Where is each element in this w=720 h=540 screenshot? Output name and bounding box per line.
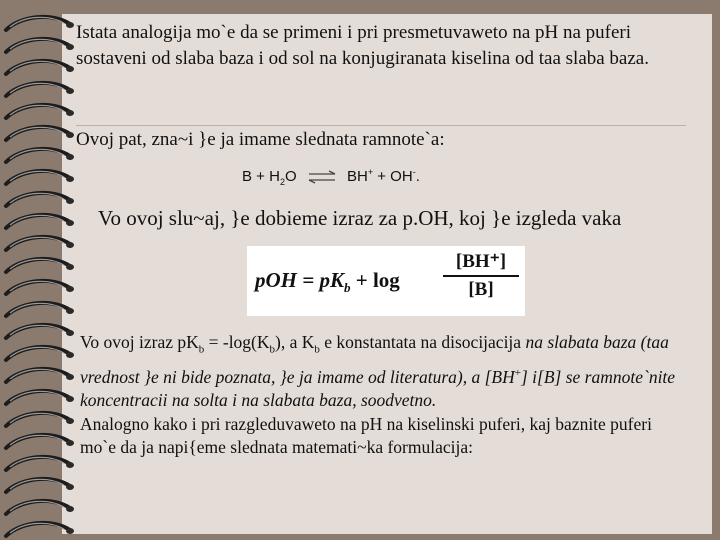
paragraph-explanation: Vo ovoj izraz $pK_b = -\log(K_b)$, a $K_b$ e konstantata na disocijacija na slabata baza (taa vrednost }e ni bide poznata, }e ja imame od literatura), a [BH+] i[B] se ramnote`nite koncentracii na solta i na slabata baza, soodvetno. Analogno kako i pri razgleduvaweto na pH na kiselinski puferi, kaj baznite puferi mo`e da ja napi{eme slednata matemati~ka formulacija: bbox=[80, 332, 676, 458]
paragraph-equilibrium-intro: Ovoj pat, zna~i }e ja imame slednata ramnote`a: bbox=[76, 129, 445, 150]
spiral-binding bbox=[0, 0, 80, 540]
equilibrium-arrow-icon bbox=[307, 170, 337, 184]
formula-fraction: [BH⁺] [B] bbox=[443, 250, 519, 301]
paragraph-poh-intro: Vo ovoj slu~aj, }e dobieme izraz za p.OH, koj }e izgleda vaka bbox=[98, 206, 622, 230]
equilibrium-equation: $B + H_2O$ BH+ + OH-. bbox=[242, 167, 420, 187]
poh-formula-image: pOH = $pK_b + \log$ [BH⁺] [B] bbox=[247, 246, 525, 316]
divider-line bbox=[76, 125, 686, 126]
paragraph-intro: Istata analogija mo`e da se primeni i pri presmetuvaweto na pH na puferi sostaveni od slaba baza i od sol na konjugiranata kiselina od taa slaba baza. bbox=[76, 22, 649, 69]
